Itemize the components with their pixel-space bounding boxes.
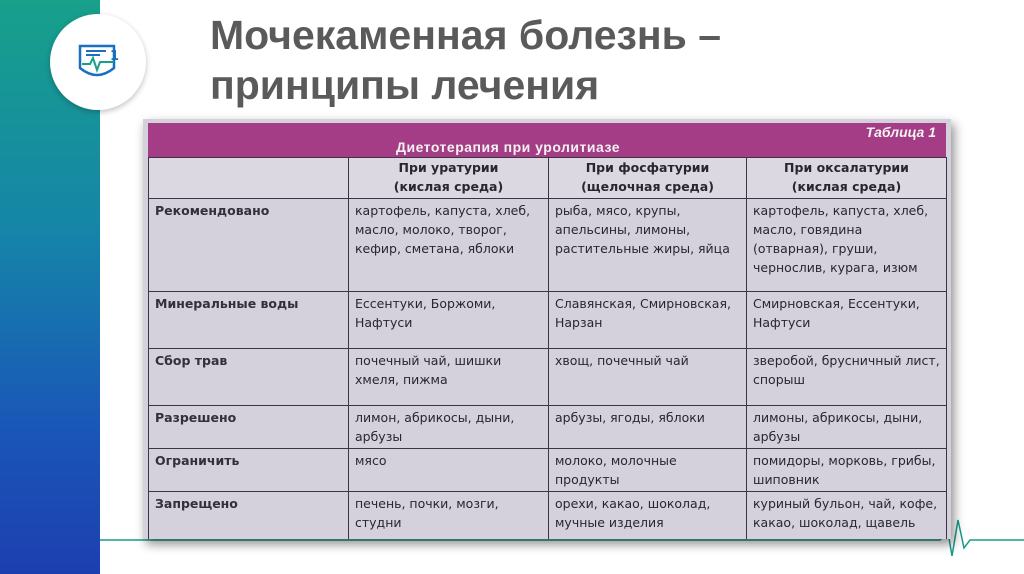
title-line-2: принципы лечения bbox=[210, 62, 600, 108]
college-logo-icon bbox=[74, 38, 122, 86]
table-cell: печень, почки, мозги, студни bbox=[349, 492, 549, 540]
slide-title bbox=[210, 10, 990, 110]
corner-cell bbox=[149, 158, 349, 199]
table-cell: помидоры, морковь, грибы, шиповник bbox=[747, 449, 947, 492]
column-header: При фосфатурии (щелочная среда) bbox=[549, 158, 747, 199]
table-cell: Смирновская, Ессентуки, Нафтуси bbox=[747, 292, 947, 349]
table-cell: зверобой, брусничный лист, спорыш bbox=[747, 349, 947, 406]
table-row bbox=[149, 492, 947, 540]
table-cell: Ессентуки, Боржоми, Нафтуси bbox=[349, 292, 549, 349]
table-cell: почечный чай, шишки хмеля, пижма bbox=[349, 349, 549, 406]
table-cell: картофель, капуста, хлеб, масло, молоко, творог, кефир, сметана, яблоки bbox=[349, 199, 549, 292]
table-cell: картофель, капуста, хлеб, масло, говядина (отварная), груши, чернослив, курага, изюм bbox=[747, 199, 947, 292]
row-label: Запрещено bbox=[149, 492, 349, 540]
title-line-1: Мочекаменная болезнь – bbox=[210, 12, 722, 58]
table-header-row bbox=[149, 158, 947, 199]
row-label: Разрешено bbox=[149, 406, 349, 449]
row-label: Рекомендовано bbox=[149, 199, 349, 292]
column-header: При оксалатурии (кислая среда) bbox=[747, 158, 947, 199]
college-logo bbox=[50, 14, 146, 110]
table-cell: арбузы, ягоды, яблоки bbox=[549, 406, 747, 449]
table-cell: куриный бульон, чай, кофе, какао, шоколад, щавель bbox=[747, 492, 947, 540]
table-row bbox=[149, 199, 947, 292]
diet-table-image bbox=[143, 119, 951, 539]
table-cell: лимоны, абрикосы, дыни, арбузы bbox=[747, 406, 947, 449]
svg-text:1: 1 bbox=[110, 49, 120, 64]
table-cell: рыба, мясо, крупы, апельсины, лимоны, растительные жиры, яйца bbox=[549, 199, 747, 292]
table-cell: молоко, молочные продукты bbox=[549, 449, 747, 492]
diet-table bbox=[148, 157, 947, 539]
table-row bbox=[149, 349, 947, 406]
table-cell: хвощ, почечный чай bbox=[549, 349, 747, 406]
table-number: Таблица 1 bbox=[865, 124, 936, 140]
table-row bbox=[149, 292, 947, 349]
table-cell: орехи, какао, шоколад, мучные изделия bbox=[549, 492, 747, 540]
table-cell: лимон, абрикосы, дыни, арбузы bbox=[349, 406, 549, 449]
table-caption: Диетотерапия при уролитиазе bbox=[396, 139, 620, 155]
row-label: Ограничить bbox=[149, 449, 349, 492]
table-cell: мясо bbox=[349, 449, 549, 492]
table-header-bar bbox=[148, 123, 946, 157]
row-label: Минеральные воды bbox=[149, 292, 349, 349]
column-header: При уратурии (кислая среда) bbox=[349, 158, 549, 199]
row-label: Сбор трав bbox=[149, 349, 349, 406]
table-row bbox=[149, 406, 947, 449]
table-row bbox=[149, 449, 947, 492]
table-cell: Славянская, Смирновская, Нарзан bbox=[549, 292, 747, 349]
